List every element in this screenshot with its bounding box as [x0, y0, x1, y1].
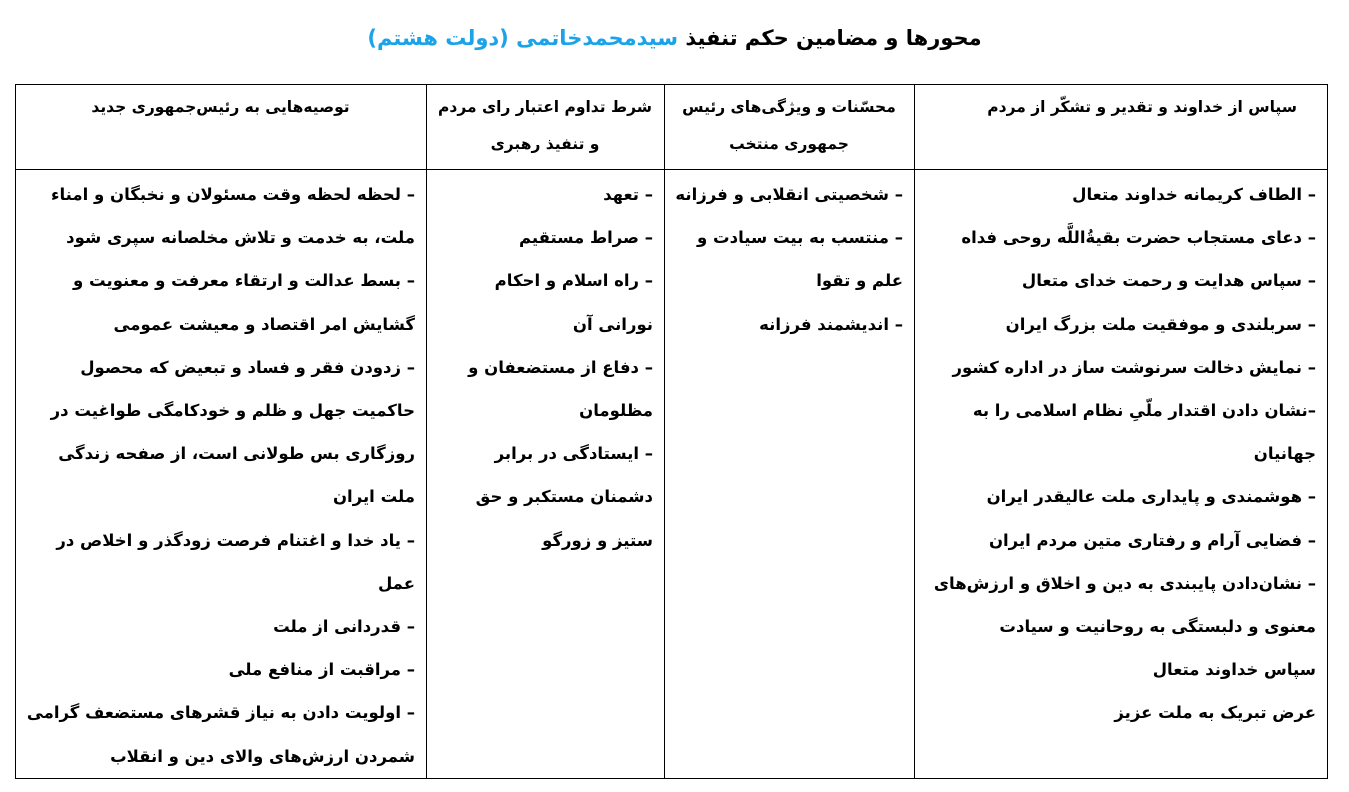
header-row	[16, 85, 1328, 170]
list-item: – هوشمندی و پایداری ملت عالیقدر ایران	[986, 487, 1316, 507]
list-item: – شخصیتی انقلابی و فرزانه	[675, 185, 903, 204]
list-item: – سربلندی و موفقیت ملت بزرگ ایران	[1005, 314, 1316, 334]
header-recommendations: توصیه‌هایی به رئیس‌جمهوری جدید	[16, 85, 427, 170]
list-item: عرض تبریک به ملت عزیز	[1114, 703, 1316, 723]
list-item: – اولویت دادن به نیاز قشرهای مستضعف گرامی شمردن ارزش‌های والای دین و انقلاب	[26, 703, 415, 766]
column-conditions	[427, 170, 665, 779]
column-recommendations	[16, 170, 427, 779]
list-item: – یاد خدا و اغتنام فرصت زودگذر و اخلاص در عمل	[56, 530, 415, 593]
list-item: – نمایش دخالت سرنوشت ساز در اداره کشور	[952, 357, 1316, 377]
list-item: – سپاس هدایت و رحمت خدای متعال	[1021, 271, 1316, 291]
list-item: – مراقبت از منافع ملی	[228, 660, 415, 680]
list-item: سپاس خداوند متعال	[1152, 660, 1316, 680]
content-row	[16, 170, 1328, 779]
list-item: – تعهد	[603, 185, 653, 204]
list-item: – ایستادگی در برابر دشمنان مستکبر و حق ستیز و زورگو	[475, 444, 653, 550]
header-qualities: محسّنات و ویژگی‌های رئیس جمهوری منتخب	[665, 85, 915, 170]
list-item: – دعای مستجاب حضرت بقیةُاللَّه روحی فداه	[961, 228, 1316, 248]
list-item: –نشان دادن اقتدار ملّیِ نظام اسلامی را به جهانیان	[972, 401, 1316, 464]
list-item: – لحظه لحظه وقت مسئولان و نخبگان و امناء ملت، به خدمت و تلاش مخلصانه سپری شود	[51, 185, 415, 248]
list-item: – الطاف کریمانه خداوند متعال	[1072, 185, 1316, 204]
column-qualities	[665, 170, 915, 779]
main-table	[15, 84, 1328, 779]
list-item: – قدردانی از ملت	[273, 617, 415, 637]
page-title-accent: سیدمحمدخاتمی (دولت هشتم)	[367, 26, 679, 50]
list-item: – راه اسلام و احکام نورانی آن	[494, 271, 653, 334]
list-item: – بسط عدالت و ارتقاء معرفت و معنویت و گشایش امر اقتصاد و معیشت عمومی	[73, 271, 415, 334]
column-thanks	[915, 170, 1328, 779]
list-item: – نشان‌دادن پایبندی به دین و اخلاق و ارزش‌های معنوی و دلبستگی به روحانیت و سیادت	[933, 573, 1316, 637]
list-item: – دفاع از مستضعفان و مظلومان	[468, 357, 653, 421]
list-item: – منتسب به بیت سیادت و علم و تقوا	[697, 228, 903, 291]
page-title	[0, 18, 1349, 58]
list-item: – فضایی آرام و رفتاری متین مردم ایران	[988, 530, 1316, 550]
list-item: – اندیشمند فرزانه	[759, 314, 903, 334]
list-item: – زدودن فقر و فساد و تبعیض که محصول حاکمیت جهل و ظلم و خودکامگی طواغیت در روزگاری بس طولانی است، از صفحه زندگی ملت ایران	[50, 357, 415, 507]
list-item: – صراط مستقیم	[518, 228, 653, 248]
header-thanks: سپاس از خداوند و تقدیر و تشکّر از مردم	[915, 85, 1328, 170]
header-conditions: شرط تداوم اعتبار رای مردم و تنفیذ رهبری	[427, 85, 665, 170]
page-title-main: محورها و مضامین حکم تنفیذ	[678, 26, 982, 50]
